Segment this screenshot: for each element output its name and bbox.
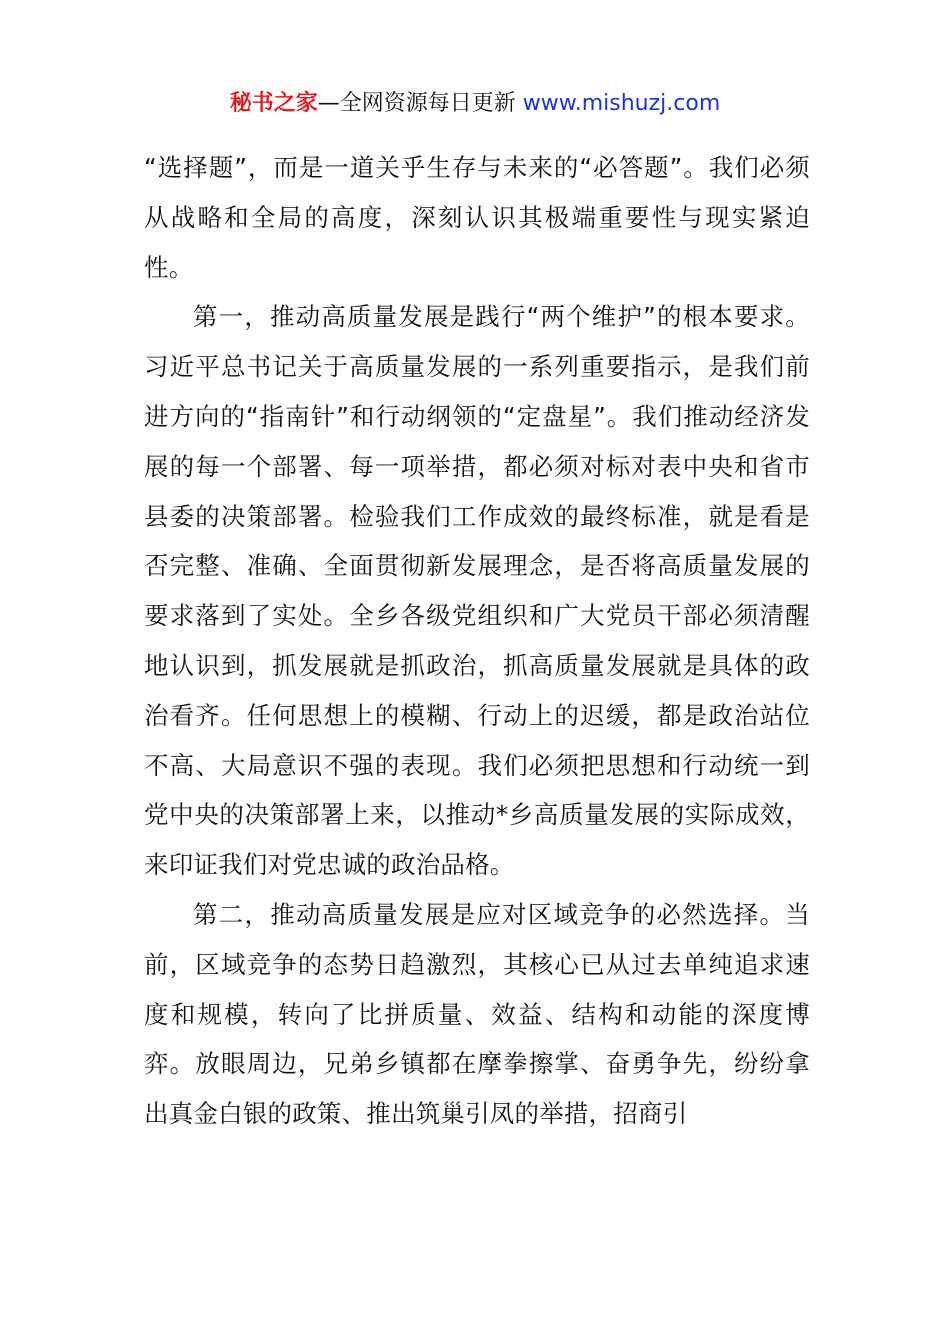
header-tagline: —全网资源每日更新 [317,91,523,116]
paragraph-first-point: 第一，推动高质量发展是践行“两个维护”的根本要求。习近平总书记关于高质量发展的一系列重要指示，是我们前进方向的“指南针”和行动纲领的“定盘星”。我们推动经济发展的每一个部署、每一项举措，都必须对标对表中央和省市县委的决策部署。检验我们工作成效的最终标准，就是看是否完整、准确、全面贯彻新发展理念，是否将高质量发展的要求落到了实处。全乡各级党组织和广大党员干部必须清醒地认识到，抓发展就是抓政治，抓高质量发展就是具体的政治看齐。任何思想上的模糊、行动上的迟缓，都是政治站位不高、大局意识不强的表现。我们必须把思想和行动统一到党中央的决策部署上来，以推动*乡高质量发展的实际成效，来印证我们对党忠诚的政治品格。 [144,302,810,880]
site-url-link[interactable]: www.mishuzj.com [522,91,721,116]
paragraph-second-point: 第二，推动高质量发展是应对区域竞争的必然选择。当前，区域竞争的态势日趋激烈，其核心已从过去单纯追求速度和规模，转向了比拼质量、效益、结构和动能的深度博弈。放眼周边，兄弟乡镇都在摩拳擦掌、奋勇争先，纷纷拿出真金白银的政策、推出筑巢引凤的举措，招商引 [144,899,810,1129]
brand-name: 秘书之家 [229,91,318,116]
document-body [144,143,810,1139]
site-header [0,88,950,120]
paragraph-continued: “选择题”，而是一道关乎生存与未来的“必答题”。我们必须从战略和全局的高度，深刻认识其极端重要性与现实紧迫性。 [144,153,810,282]
